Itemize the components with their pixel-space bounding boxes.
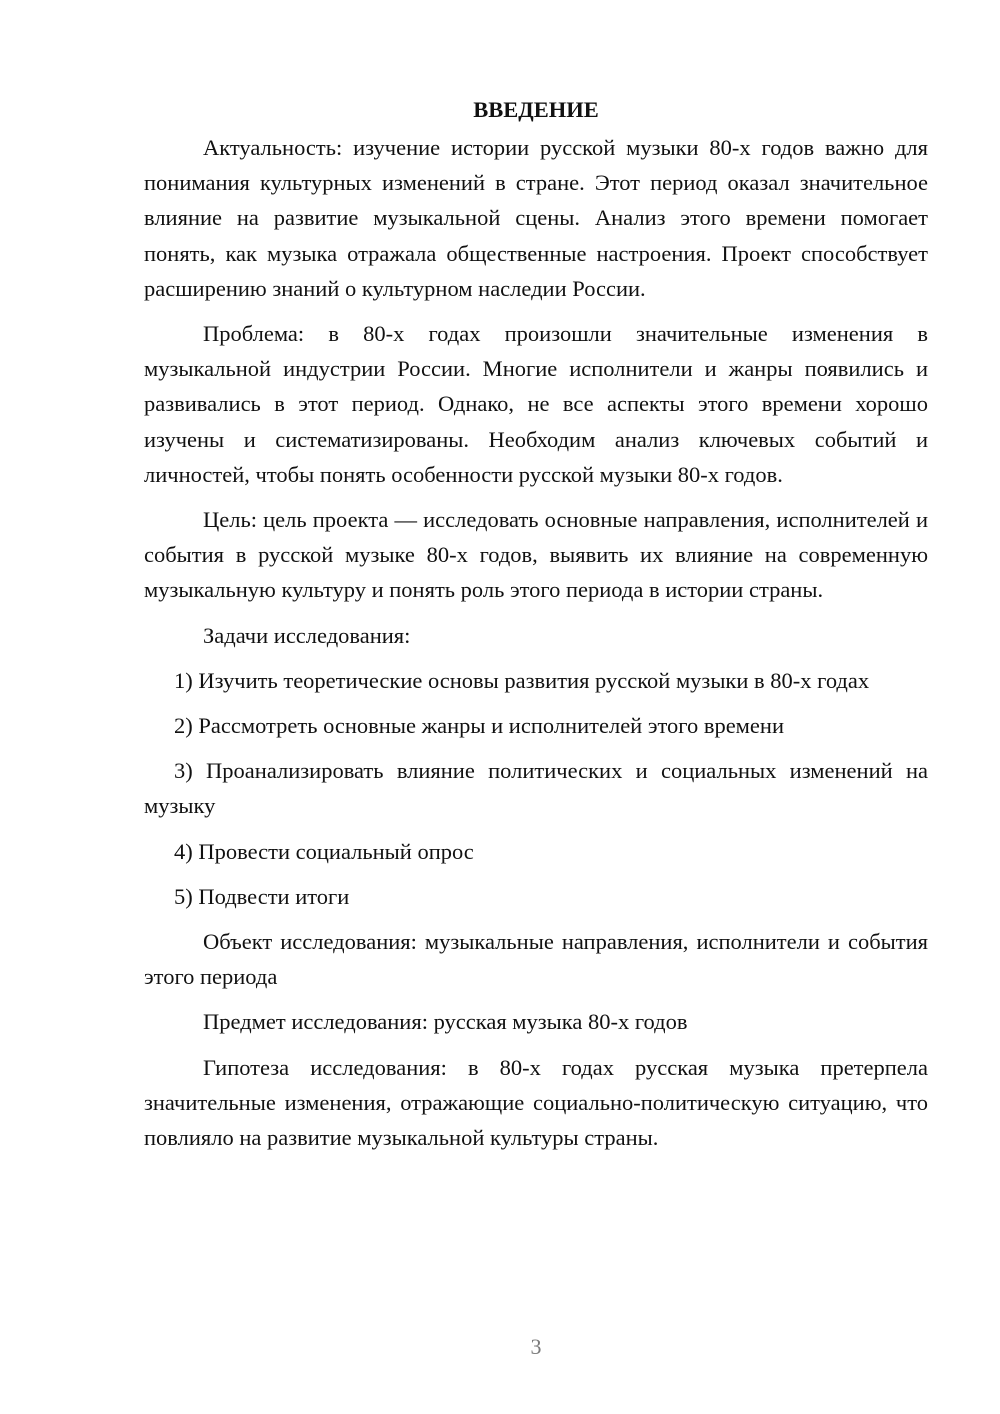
paragraph-problem: Проблема: в 80-х годах произошли значительные изменения в музыкальной индустрии России. Многие исполнители и жанры появились и развивались в этот период. Однако, не все аспекты этого времени хорошо изучены и систематизированы. Необходим анализ ключевых событий и личностей, чтобы понять особенности русской музыки 80-х годов. (144, 321, 928, 487)
task-item-5: 5) Подвести итоги (174, 883, 350, 909)
task-item-2: 2) Рассмотреть основные жанры и исполнителей этого времени (174, 713, 784, 739)
section-title: ВВЕДЕНИЕ (473, 97, 599, 122)
tasks-heading: Задачи исследования: (203, 622, 411, 648)
page-number: 3 (530, 1334, 542, 1359)
paragraph-goal: Цель: цель проекта — исследовать основные направления, исполнителей и события в русской музыке 80-х годов, выявить их влияние на современную музыкальную культуру и понять роль этого периода в истории страны. (144, 507, 928, 603)
paragraph-object: Объект исследования: музыкальные направления, исполнители и события этого периода (144, 929, 928, 990)
task-item-3: 3) Проанализировать влияние политических и социальных изменений на музыку (144, 758, 928, 819)
page-content (144, 92, 928, 1165)
paragraph-subject: Предмет исследования: русская музыка 80-х годов (203, 1009, 688, 1035)
task-item-4: 4) Провести социальный опрос (174, 838, 474, 864)
paragraph-hypothesis: Гипотеза исследования: в 80-х годах русская музыка претерпела значительные изменения, отражающие социально-политическую ситуацию, что повлияло на развитие музыкальной культуры страны. (144, 1054, 928, 1151)
paragraph-relevance: Актуальность: изучение истории русской музыки 80-х годов важно для понимания культурных изменений в стране. Этот период оказал значительное влияние на развитие музыкальной сцены. Анализ этого времени помогает понять, как музыка отражала общественные настроения. Проект способствует расширению знаний о культурном наследии России. (144, 135, 928, 301)
task-item-1: 1) Изучить теоретические основы развития русской музыки в 80-х годах (174, 667, 870, 693)
